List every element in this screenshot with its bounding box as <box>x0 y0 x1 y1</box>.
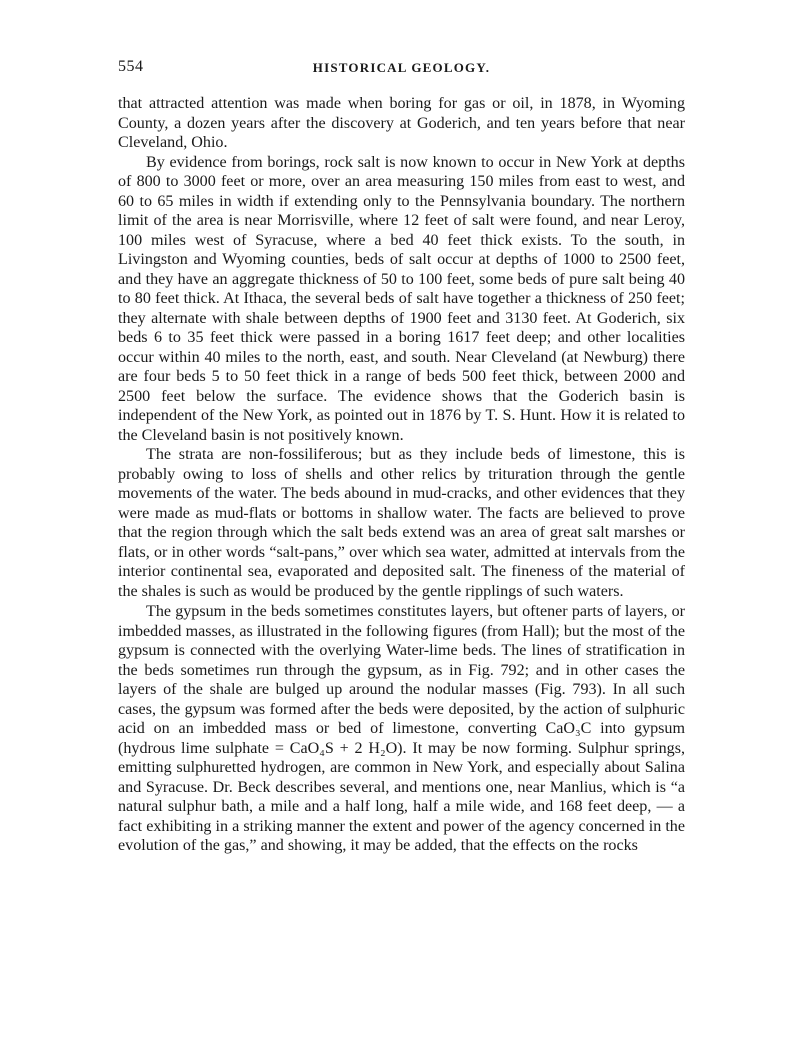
paragraph-strata: The strata are non-fossiliferous; but as they include beds of limestone, this is probably owing to loss of shells and other relics by trituration through the gentle movements of the water. The beds abound in mud-cracks, and other evidences that they were made as mud-flats or bottoms in shallow water. The facts are believed to prove that the region through which the salt beds extend was an area of great salt marshes or flats, or in other words “salt-pans,” over which sea water, admitted at intervals from the interior continental sea, evaporated and deposited salt. The fineness of the material of the shales is such as would be produced by the gentle ripplings of such waters. <box>118 446 685 600</box>
paragraph-gypsum: The gypsum in the beds sometimes constitutes layers, but oftener parts of layers, or imbedded masses, as illustrated in the following figures (from Hall); but the most of the gypsum is connected with the overlying Water-lime beds. The lines of stratification in the beds sometimes run through the gypsum, as in Fig. 792; and in other cases the layers of the shale are bulged up around the nodular masses (Fig. 793). In all such cases, the gypsum was formed after the beds were deposited, by the action of sulphuric acid on an imbedded mass or bed of limestone, converting CaO₃C into gypsum (hydrous lime sulphate = CaO₄S + 2 H₂O). It may be now forming. Sulphur springs, emitting sulphuretted hydrogen, are common in New York, and especially about Salina and Syracuse. Dr. Beck describes several, and mentions one, near Manlius, which is “a natural sulphur bath, a mile and a half long, half a mile wide, and 168 feet deep, — a fact exhibiting in a striking manner the extent and power of the agency concerned in the evolution of the gas,” and showing, it may be added, that the effects on the rocks <box>118 603 685 854</box>
document-page <box>118 58 685 856</box>
body-text <box>118 94 685 856</box>
paragraph-borings: By evidence from borings, rock salt is now known to occur in New York at depths of 800 to 3000 feet or more, over an area measuring 150 miles from east to west, and 60 to 65 miles in width if extending only to the Pennsylvania boundary. The northern limit of the area is near Morrisville, where 12 feet of salt were found, and near Leroy, 100 miles west of Syracuse, where a bed 40 feet thick exists. To the south, in Livingston and Wyoming counties, beds of salt occur at depths of 1000 to 2500 feet, and they have an aggregate thickness of 50 to 100 feet, some beds of pure salt being 40 to 80 feet thick. At Ithaca, the several beds of salt have together a thickness of 250 feet; they alternate with shale between depths of 1900 feet and 3130 feet. At Goderich, six beds 6 to 35 feet thick were passed in a boring 1617 feet deep; and other localities occur within 40 miles to the north, east, and south. Near Cleveland (at Newburg) there are four beds 5 to 50 feet thick in a range of beds 500 feet thick, between 2000 and 2500 feet below the surface. The evidence shows that the Goderich basin is independent of the New York, as pointed out in 1876 by T. S. Hunt. How it is related to the Cleveland basin is not positively known. <box>118 153 685 444</box>
page-header <box>118 58 685 82</box>
running-head: HISTORICAL GEOLOGY. <box>312 60 491 75</box>
page-number: 554 <box>118 58 144 75</box>
paragraph-continuation: that attracted attention was made when boring for gas or oil, in 1878, in Wyoming County, a dozen years after the discovery at Goderich, and ten years before that near Cleveland, Ohio. <box>118 95 685 151</box>
